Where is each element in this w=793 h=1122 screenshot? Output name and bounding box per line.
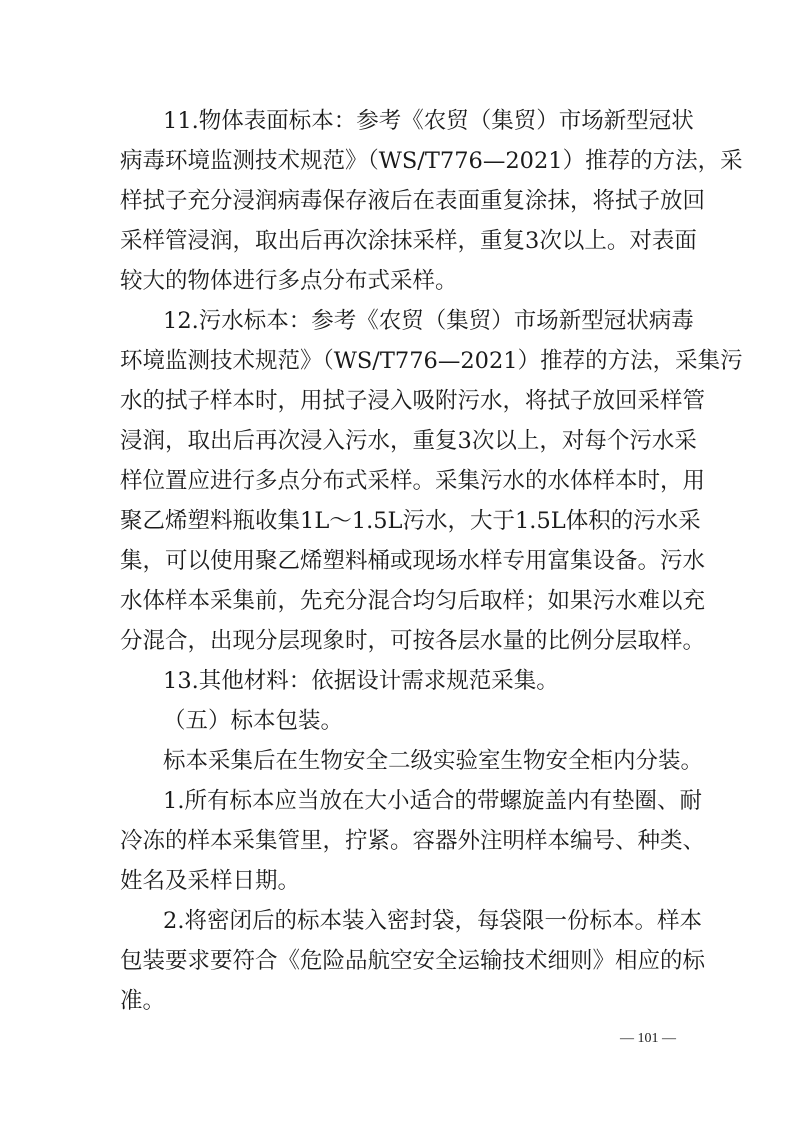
text-line: 聚乙烯塑料瓶收集1L～1.5L污水，大于1.5L体积的污水采 (120, 508, 701, 534)
text-line: 13.其他材料：依据设计需求规范采集。 (163, 668, 559, 694)
text-line: 11.物体表面标本：参考《农贸（集贸）市场新型冠状 (163, 108, 694, 134)
text-line: 准。 (120, 988, 166, 1014)
text-line: 12.污水标本：参考《农贸（集贸）市场新型冠状病毒 (163, 308, 694, 334)
text-line: 样位置应进行多点分布式采样。采集污水的水体样本时，用 (120, 468, 706, 494)
text-line: 分混合，出现分层现象时，可按各层水量的比例分层取样。 (120, 628, 706, 654)
text-line: 水体样本采集前，先充分混合均匀后取样；如果污水难以充 (120, 588, 706, 614)
text-line: 集，可以使用聚乙烯塑料桶或现场水样专用富集设备。污水 (120, 548, 706, 574)
text-line: 包装要求要符合《危险品航空安全运输技术细则》相应的标 (120, 948, 706, 974)
section-heading: （五）标本包装。 (163, 708, 344, 734)
page-number: — 101 — (620, 1031, 676, 1046)
text-line: 水的拭子样本时，用拭子浸入吸附污水，将拭子放回采样管 (120, 388, 706, 414)
text-line: 冷冻的样本采集管里，拧紧。容器外注明样本编号、种类、 (120, 828, 706, 854)
text-line: 较大的物体进行多点分布式采样。 (120, 268, 458, 294)
text-line: 浸润，取出后再次浸入污水，重复3次以上，对每个污水采 (120, 428, 697, 454)
text-line: 环境监测技术规范》（WS/T776—2021）推荐的方法，采集污 (120, 348, 743, 374)
text-line: 标本采集后在生物安全二级实验室生物安全柜内分装。 (163, 748, 704, 774)
text-line: 采样管浸润，取出后再次涂抹采样，重复3次以上。对表面 (120, 228, 697, 254)
text-line: 2.将密闭后的标本装入密封袋，每袋限一份标本。样本 (163, 908, 702, 934)
text-line: 样拭子充分浸润病毒保存液后在表面重复涂抹，将拭子放回 (120, 188, 706, 214)
text-line: 姓名及采样日期。 (120, 868, 301, 894)
text-line: 1.所有标本应当放在大小适合的带螺旋盖内有垫圈、耐 (163, 788, 702, 814)
text-line: 病毒环境监测技术规范》（WS/T776—2021）推荐的方法，采 (120, 148, 743, 174)
